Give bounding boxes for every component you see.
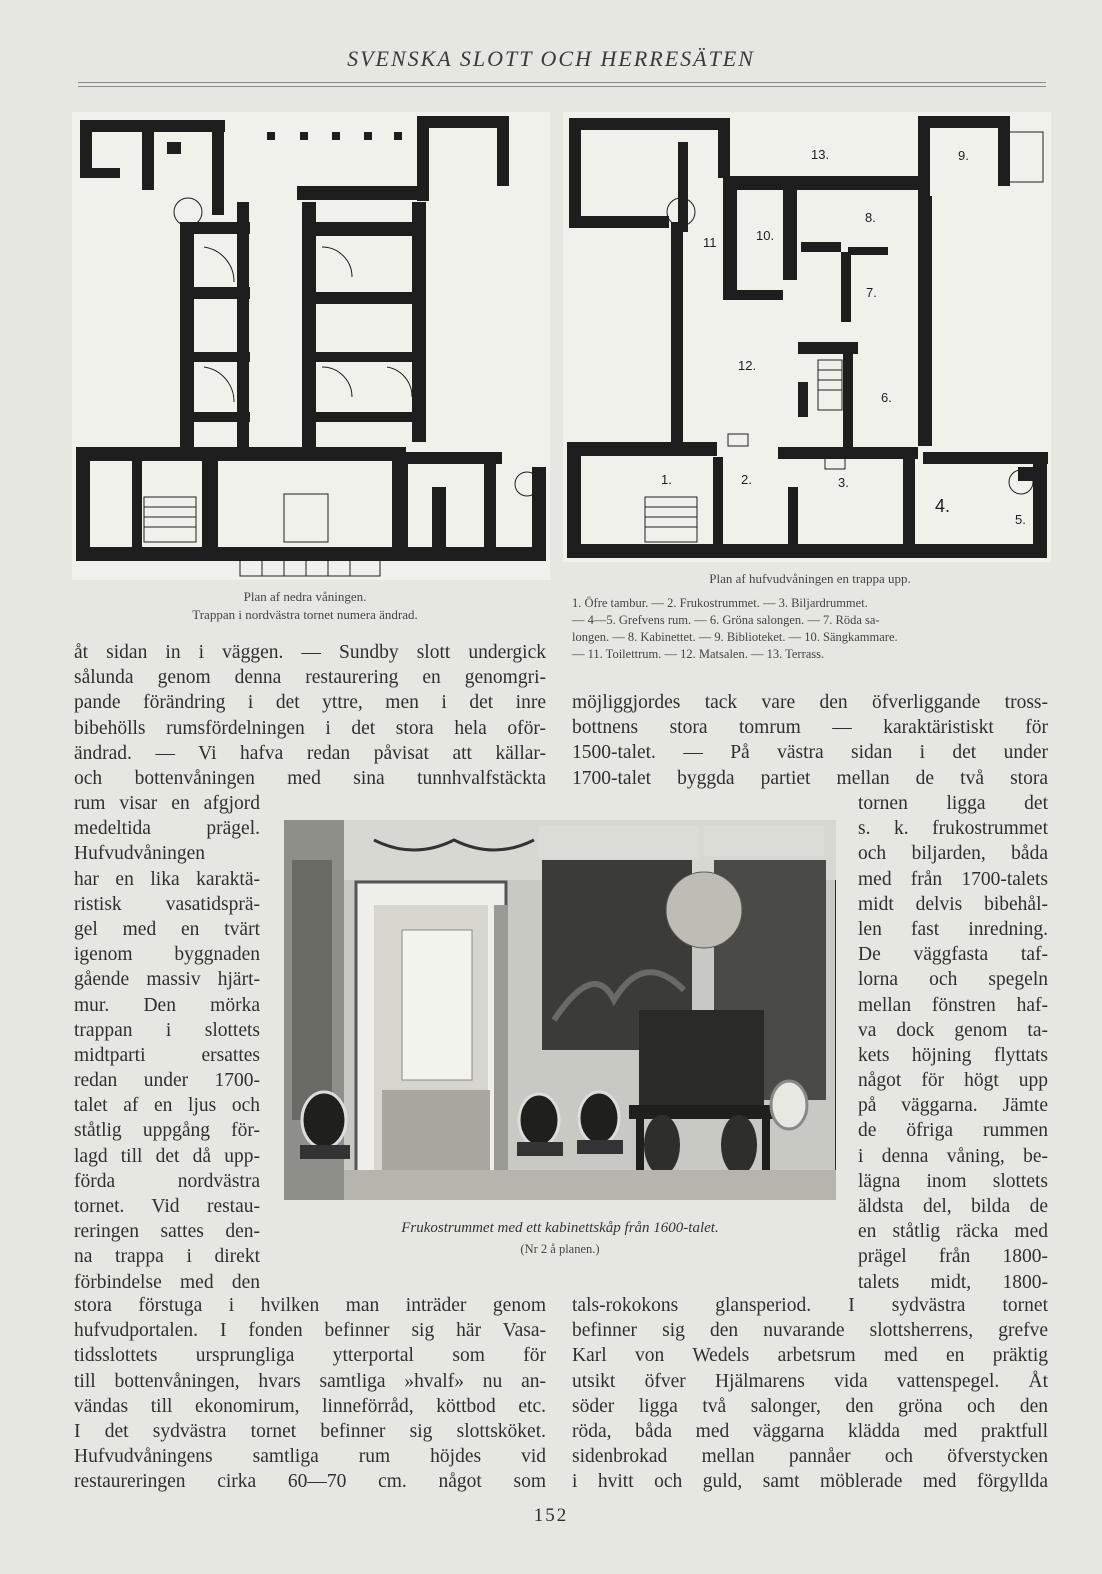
text-line: medeltida prägel.: [74, 818, 260, 840]
text-line: bibehölls rumsfördelningen i det stora hela oför-: [74, 717, 546, 739]
photo-caption: Frukostrummet med ett kabinettskåp från 1600-talet.: [401, 1220, 719, 1236]
text-line: 1700-talet byggda partiet mellan de två stora: [572, 767, 1048, 789]
text-line: mellan fönstren haf-: [858, 994, 1048, 1016]
lower-plan-caption-1: Plan af nedra våningen.: [243, 589, 367, 604]
text-line: tornen ligga det: [858, 793, 1048, 814]
left-column-top: [74, 640, 546, 791]
text-line: bottnens stora tomrum — karaktäristiskt för: [572, 717, 1048, 739]
text-line: de öfriga rummen: [858, 1120, 1048, 1142]
text-line: talets midt, 1800-: [858, 1271, 1048, 1293]
text-line: i denna våning, be-: [858, 1145, 1048, 1167]
text-line: till bottenvåningen, hvars samtliga »hvalf» nu an-: [74, 1370, 546, 1392]
text-line: förda nordvästra: [74, 1170, 260, 1192]
text-line: äldsta del, bilda de: [858, 1196, 1048, 1217]
room-label-12: 12.: [738, 358, 757, 373]
text-line: ristisk vasatidsprä-: [74, 893, 260, 915]
text-line: De väggfasta taf-: [858, 944, 1048, 966]
text-line: tornet. Vid restau-: [74, 1196, 260, 1217]
text-line: 1500-talet. — På västra sidan i det under: [572, 742, 1048, 764]
text-line: något för högt upp: [858, 1070, 1048, 1092]
text-line: restaureringen cirka 60—70 cm. något som: [74, 1471, 546, 1493]
text-line: prägel från 1800-: [858, 1246, 1048, 1268]
text-line: rum visar en afgjord: [74, 793, 260, 814]
room-label-10: 10.: [756, 228, 775, 243]
text-line: utsikt öfver Hjälmarens vida vattenspegel. Åt: [572, 1370, 1048, 1392]
photo-subcaption: (Nr 2 å planen.): [520, 1242, 600, 1256]
text-line: möjliggjordes tack vare den öfverliggande tross-: [572, 692, 1048, 713]
legend-line: — 11. Toilettrum. — 12. Matsalen. — 13. Terrass.: [572, 647, 825, 661]
lower-floor-plan: [72, 112, 550, 580]
text-line: trappan i slottets: [74, 1019, 260, 1041]
legend-line: — 4—5. Grefvens rum. — 6. Gröna salongen. — 7. Röda sa-: [572, 613, 880, 627]
left-column-bottom: [74, 1293, 546, 1495]
text-line: lorna och spegeln: [858, 969, 1048, 991]
running-head: SVENSKA SLOTT OCH HERRESÄTEN: [347, 46, 755, 71]
text-line: gel med en tvärt: [74, 918, 260, 940]
room-label-1: 1.: [661, 472, 672, 487]
room-label-8: 8.: [865, 210, 876, 225]
text-line: pande förändring i det yttre, men i det inre: [74, 692, 546, 714]
main-plan-legend: [572, 595, 1050, 663]
text-line: Karl von Wedels arbetsrum med en präktig: [572, 1345, 1048, 1367]
room-label-2: 2.: [741, 472, 752, 487]
breakfast-room-photo: [284, 820, 836, 1200]
text-line: na trappa i direkt: [74, 1246, 260, 1268]
left-column-narrow: [74, 791, 260, 1295]
room-label-11: 11: [703, 235, 717, 250]
legend-line: longen. — 8. Kabinettet. — 9. Biblioteket. — 10. Sängkammare.: [572, 630, 898, 644]
text-line: va dock genom ta-: [858, 1019, 1048, 1041]
right-column-narrow: [858, 791, 1048, 1295]
text-line: mur. Den mörka: [74, 994, 260, 1016]
text-line: på väggarna. Jämte: [858, 1095, 1048, 1117]
text-line: en ståtlig räcka med: [858, 1221, 1048, 1243]
text-line: s. k. frukostrummet: [858, 818, 1048, 840]
text-line: med från 1700-talets: [858, 868, 1048, 890]
text-line: gående massiv hjärt-: [74, 969, 260, 991]
text-line: i hvitt och guld, samt möblerade med förgyllda: [572, 1471, 1048, 1493]
header-rule-2: [78, 86, 1046, 87]
text-line: midtparti ersattes: [74, 1044, 260, 1066]
text-line: igenom byggnaden: [74, 944, 260, 966]
right-column-top: [572, 690, 1048, 791]
text-line: vändas till ekonomirum, linneförråd, köttbod etc.: [74, 1395, 546, 1417]
text-line: lägna inom slottets: [858, 1170, 1048, 1192]
text-line: redan under 1700-: [74, 1070, 260, 1092]
text-line: söder ligga två salonger, den gröna och den: [572, 1395, 1048, 1417]
text-line: ståtlig uppgång för-: [74, 1120, 260, 1142]
text-line: tals-rokokons glansperiod. I sydvästra tornet: [572, 1295, 1048, 1316]
room-label-4: 4.: [935, 496, 951, 516]
right-column-bottom: [572, 1293, 1048, 1495]
text-line: har en lika karaktä-: [74, 868, 260, 890]
room-label-5: 5.: [1015, 512, 1026, 527]
text-line: kets höjning flyttats: [858, 1044, 1048, 1066]
text-line: hufvudportalen. I fonden befinner sig här Vasa-: [74, 1320, 546, 1342]
lower-plan-caption-2: Trappan i nordvästra tornet numera ändrad.: [192, 607, 418, 622]
legend-line: 1. Öfre tambur. — 2. Frukostrummet. — 3. Biljardrummet.: [572, 596, 868, 610]
text-line: midt delvis bibehål-: [858, 893, 1048, 915]
room-label-6: 6.: [881, 390, 892, 405]
text-line: Hufvudvåningens samtliga rum höjdes vid: [74, 1446, 546, 1468]
page-number: 152: [533, 1505, 569, 1526]
text-line: röda, båda med väggarna klädda med praktfull: [572, 1420, 1048, 1442]
text-line: reringen sattes den-: [74, 1221, 260, 1243]
text-line: talet af en ljus och: [74, 1095, 260, 1117]
room-label-13: 13.: [811, 147, 830, 162]
main-plan-caption: Plan af hufvudvåningen en trappa upp.: [709, 571, 911, 586]
text-line: sålunda genom denna restaurering en genomgri-: [74, 667, 546, 689]
text-line: sidenbrokad mellan pannåer och öfverstycken: [572, 1446, 1048, 1468]
text-line: tidsslottets ursprungliga ytterportal som för: [74, 1345, 546, 1367]
text-line: len fast inredning.: [858, 918, 1048, 940]
room-label-3: 3.: [838, 475, 849, 490]
text-line: stora förstuga i hvilken man inträder genom: [74, 1295, 546, 1316]
text-line: förbindelse med den: [74, 1271, 260, 1293]
room-label-7: 7.: [866, 285, 877, 300]
text-line: och bottenvåningen med sina tunnhvalfstäckta: [74, 767, 546, 789]
text-line: och biljarden, båda: [858, 843, 1048, 865]
text-line: I det sydvästra tornet befinner sig slottsköket.: [74, 1420, 546, 1442]
room-label-9: 9.: [958, 148, 969, 163]
main-floor-plan: [563, 112, 1051, 562]
text-line: befinner sig den nuvarande slottsherrens, grefve: [572, 1320, 1048, 1342]
text-line: Hufvudvåningen: [74, 843, 206, 865]
text-line: åt sidan in i väggen. — Sundby slott undergick: [74, 642, 546, 663]
header-rule: [78, 82, 1046, 83]
text-line: lagd till det då upp-: [74, 1145, 260, 1167]
text-line: ändrad. — Vi hafva redan påvisat att källar-: [74, 742, 546, 764]
